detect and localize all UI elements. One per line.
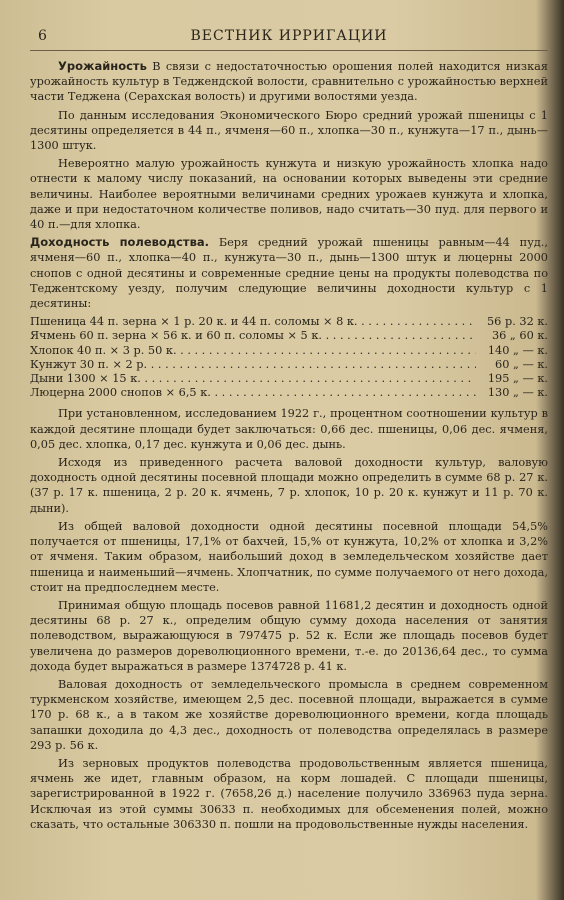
income-calc: Кунжут 30 п. × 2 р. . . .: [30, 358, 476, 372]
section-heading-profitability: Доходность полеводства.: [30, 235, 209, 250]
paragraph-income-shares: Из общей валовой доходности одной десятины посевной площади 54,5% получается от пшеницы, 17,1% от бахчей, 15,% от кунжута, 10,2% от хлопка и 3,2% от ячменя. Таким образом, наибольший доход в земледельческом хозяйстве дает пшеница и наименьший—ячмень. Хлопчатник, по сумме получаемого от него дохода, стоит на предпоследнем месте.: [30, 519, 548, 594]
page-header: [30, 26, 548, 51]
paragraph-profitability: [30, 235, 548, 311]
paragraph-survey-data: По данным исследования Экономического Бюро средний урожай пшеницы с 1 десятины определяется в 44 п., ячменя—60 п., хлопка—30 п., кунжута—17 п., дынь—1300 штук.: [30, 108, 548, 153]
paragraph-crop-ratio: При установленном, исследованием 1922 г., процентном соотношении культур в каждой десятине площади будет заключаться: 0,66 дес. пшеницы, 0,06 дес. ячменя, 0,05 дес. хлопка, 0,17 дес. кунжута и 0,06 дес. дынь.: [30, 407, 548, 451]
paragraph-gross-income: Исходя из приведенного расчета валовой доходности культур, валовую доходность одной десятины посевной площади можно определить в сумме 68 р. 27 к. (37 р. 17 к. пшеница, 2 р. 20 к. ячмень, 7 р. хлопок, 10 р. 20 к. кунжут и 11 р. 70 к. дыни).: [30, 456, 548, 515]
income-row: [30, 386, 548, 400]
income-calc: Хлопок 40 п. × 3 р. 50 к. . . .: [30, 344, 476, 358]
income-result: 56 р. 32 к.: [487, 315, 548, 329]
income-calc: Люцерна 2000 снопов × 6,5 к. . . .: [30, 386, 476, 400]
paragraph-household-income: Валовая доходность от земледельческого промысла в среднем современном туркменском хозяйстве, имеющем 2,5 дес. посевной площади, выражается в сумме 170 р. 68 к., а в таком же хозяйстве дореволюционного времени, когда площадь запашки доходила до 4,3 дес., доходность от полеводства определялась в размере 293 р. 56 к.: [30, 677, 548, 752]
income-row: [30, 344, 548, 358]
paragraph-total-income: Принимая общую площадь посевов равной 11681,2 десятин и доходность одной десятины 68 р. 27 к., определим общую сумму дохода населения от занятия полеводством, выражающуюся в 797475 р. 52 к. Если же площадь посевов будет увеличена до размеров дореволюционного времени, т.-е. до 20136,64 дес., то сумма дохода будет выражаться в размере 1374728 р. 41 к.: [30, 598, 548, 673]
income-row: [30, 372, 548, 386]
income-calc: Дыни 1300 × 15 к. . . .: [30, 372, 476, 386]
paragraph-yield-text: В связи с недостаточностью орошения полей находится низкая урожайность культур в Теджендской волости, сравнительно с урожайностью верхней части Теджена (Серахская волость) и другими волостями уезда.: [30, 60, 548, 104]
income-row: [30, 315, 548, 329]
journal-title: ВЕСТНИК ИРРИГАЦИИ: [190, 28, 388, 44]
income-calc: Пшеница 44 п. зерна × 1 р. 20 к. и 44 п. соломы × 8 к. . . .: [30, 315, 476, 329]
income-result: 130 „ — к.: [487, 386, 548, 400]
income-row: [30, 358, 548, 372]
paragraph-profitability-text: Беря средний урожай пшеницы равным—44 пуд., ячменя—60 п., хлопка—40 п., кунжута—30 п., дынь—1300 штук и люцерны 2000 снопов с одной десятины и современные средние цены на продукты полеводства по Теджентскому уезду, получим следующие величины доходности культур с 1 десятины:: [30, 236, 548, 311]
paragraph-likely-yields: Невероятно малую урожайность кунжута и низкую урожайность хлопка надо отнести к малому числу показаний, на основании которых выведены эти средние величины. Наиболее вероятными величинами средних урожаев кунжута и хлопка, даже и при недостаточном количестве поливов, надо считать—30 пуд. для первого и 40 п.—для хлопка.: [30, 157, 548, 232]
income-table: [30, 315, 548, 400]
income-result: 195 „ — к.: [487, 372, 548, 386]
income-result: 140 „ — к.: [487, 343, 548, 357]
income-result: 60 „ — к.: [495, 357, 548, 371]
income-result: 36 „ 60 к.: [491, 329, 548, 343]
paragraph-yield: [30, 59, 548, 105]
income-calc: Ячмень 60 п. зерна × 56 к. и 60 п. соломы × 5 к. . . .: [30, 329, 476, 343]
section-heading-yield: Урожайность: [58, 59, 147, 73]
paragraph-grain-products: Из зерновых продуктов полеводства продовольственным является пшеница, ячмень же идет, главным образом, на корм лошадей. С площади пшеницы, зарегистрированной в 1922 г. (7658,26 д.) население получило 336963 пуда зерна. Исключая из этой суммы 30633 п. необходимых для обсеменения полей, можно сказать, что остальные 306330 п. пошли на продовольственные нужды населения.: [30, 756, 548, 831]
income-row: [30, 329, 548, 343]
page-number: 6: [38, 28, 47, 44]
